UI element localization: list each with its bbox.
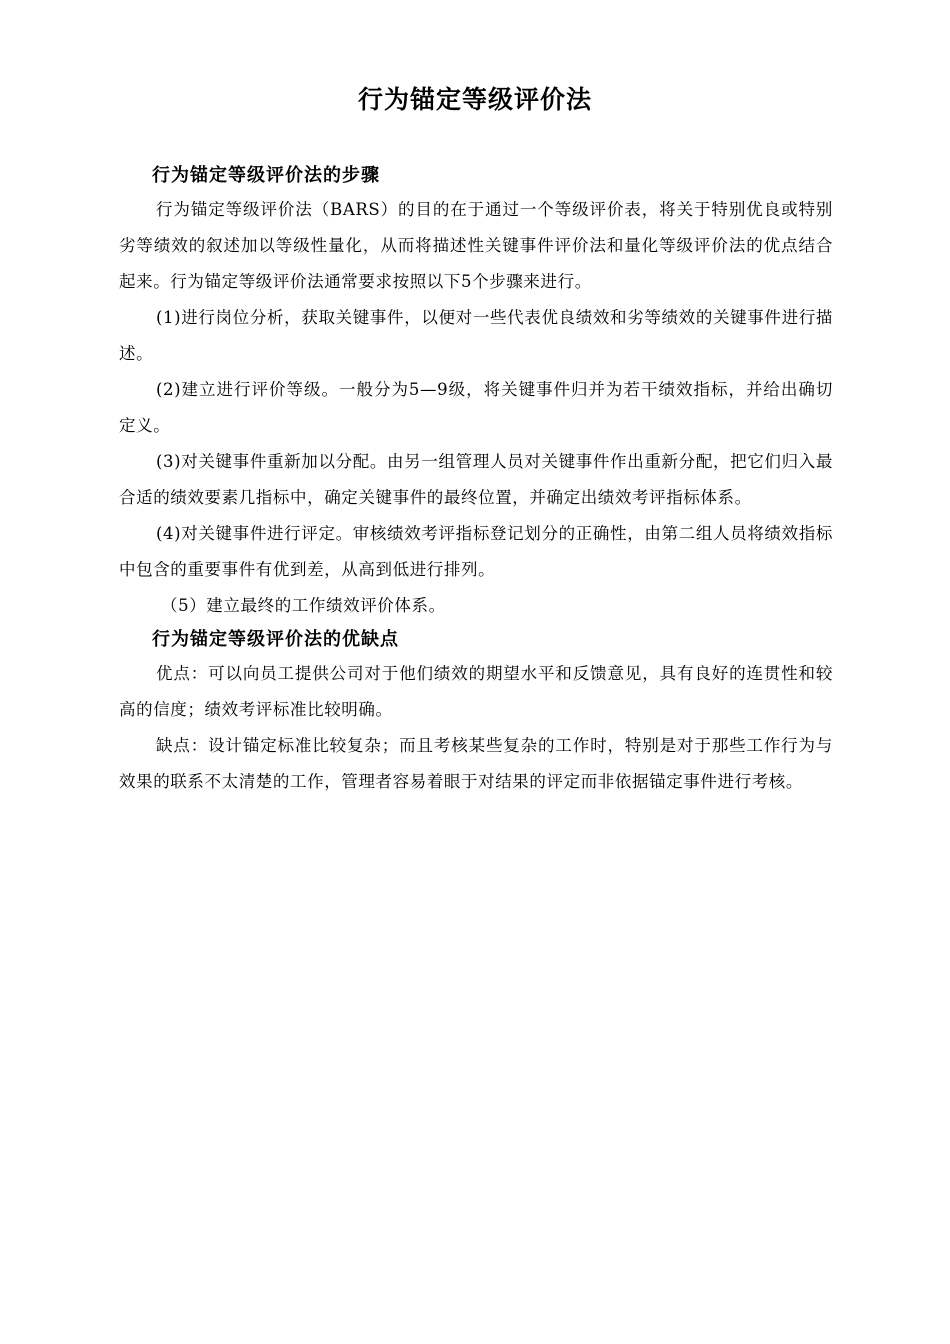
intro-paragraph: 行为锚定等级评价法（BARS）的目的在于通过一个等级评价表，将关于特别优良或特别劣等绩效的叙述加以等级性量化，从而将描述性关键事件评价法和量化等级评价法的优点结合起来。行为锚定等级评价法通常要求按照以下5个步骤来进行。 xyxy=(119,200,833,291)
document-body xyxy=(119,160,833,800)
step-paragraph-3: (3)对关键事件重新加以分配。由另一组管理人员对关键事件作出重新分配，把它们归入最合适的绩效要素几指标中，确定关键事件的最终位置，并确定出绩效考评指标体系。 xyxy=(119,452,833,507)
section-heading-pros-cons: 行为锚定等级评价法的优缺点 xyxy=(152,629,399,650)
step-paragraph-4: (4)对关键事件进行评定。审核绩效考评指标登记划分的正确性，由第二组人员将绩效指标中包含的重要事件有优到差，从高到低进行排列。 xyxy=(119,524,833,579)
document-title: 行为锚定等级评价法 xyxy=(357,85,592,114)
cons-paragraph: 缺点：设计锚定标准比较复杂；而且考核某些复杂的工作时，特别是对于那些工作行为与效果的联系不太清楚的工作，管理者容易着眼于对结果的评定而非依据锚定事件进行考核。 xyxy=(119,736,833,791)
step-paragraph-2: (2)建立进行评价等级。一般分为5—9级，将关键事件归并为若干绩效指标，并给出确切定义。 xyxy=(119,380,833,435)
step-paragraph-1: (1)进行岗位分析，获取关键事件，以便对一些代表优良绩效和劣等绩效的关键事件进行描述。 xyxy=(119,308,833,363)
section-heading-steps: 行为锚定等级评价法的步骤 xyxy=(152,165,380,186)
pros-paragraph: 优点：可以向员工提供公司对于他们绩效的期望水平和反馈意见，具有良好的连贯性和较高的信度；绩效考评标准比较明确。 xyxy=(119,664,833,719)
step-paragraph-5: （5）建立最终的工作绩效评价体系。 xyxy=(161,596,446,615)
